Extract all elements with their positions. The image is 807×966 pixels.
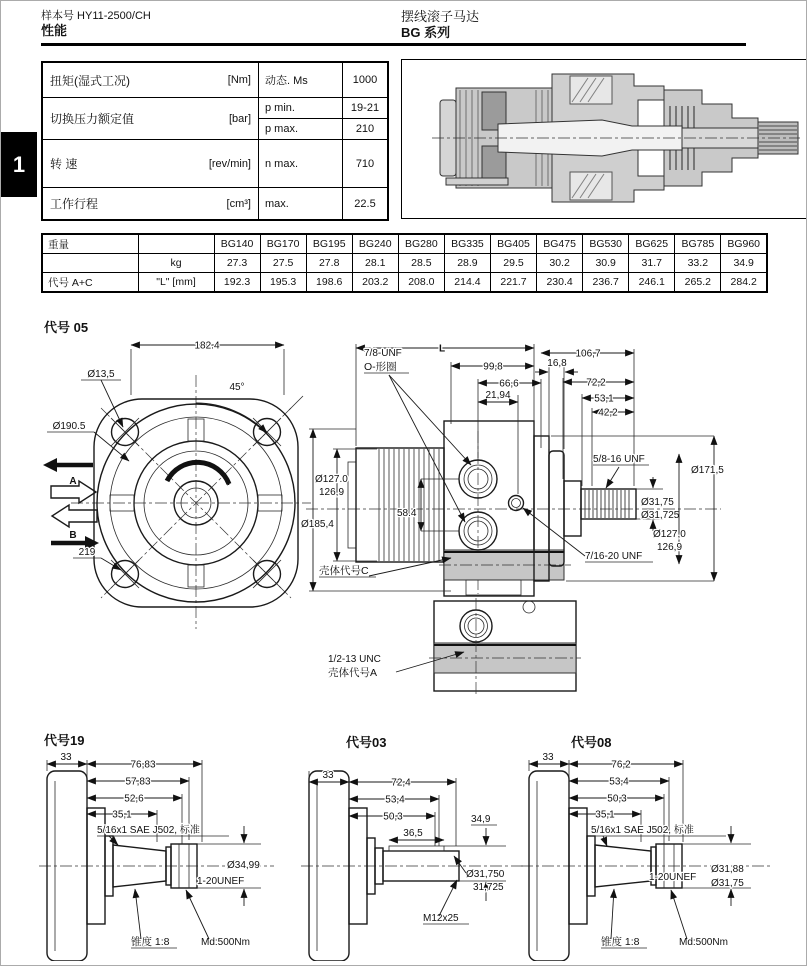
model-header: BG625 [629,234,675,254]
spec-sublabel: p min. [259,98,343,118]
l-value: 265.2 [675,273,721,293]
table-row [42,234,767,254]
thread-716-label: 7/16-20 UNF [585,551,643,562]
kg-value: 28.9 [444,254,490,273]
section-title-code08: 代号08 [571,735,612,750]
dim-53-1: 53,1 [594,393,614,405]
dim-35-1: 35,1 [595,809,615,821]
code-ac-label: 代号 A+C [42,273,138,293]
page-subtitle: 性能 [41,23,68,38]
model-header: BG475 [537,234,583,254]
dim-31-725: Ø31,725 [641,510,680,521]
kg-value: 29.5 [490,254,536,273]
dim-99-8: 99,8 [483,361,503,373]
kg-value: 28.1 [352,254,398,273]
table-row [43,187,387,219]
dim-35-1: 35,1 [112,809,132,821]
thread-12-label: 1/2-13 UNC [328,654,381,665]
motor-cross-section-drawing [402,60,804,216]
spec-unit: [Nm] [227,74,251,86]
section-title-code19: 代号19 [44,733,85,748]
dim-L: L [438,343,446,355]
model-header: BG335 [444,234,490,254]
dim-21-94: 21,94 [485,390,511,401]
dim-127-right: Ø127,0 [653,529,686,540]
dim-31-75: Ø31,75 [641,497,674,508]
header-rule [41,43,746,46]
dia-31-725: 31,725 [473,882,504,893]
spec-value: 19-21 [350,102,380,114]
dia-31-75: Ø31,75 [711,878,744,889]
dim-36-5: 36,5 [403,828,423,839]
spec-unit: [cm³] [226,197,251,210]
dim-16-8: 16,8 [547,358,567,369]
model-header: BG195 [306,234,352,254]
code05-side-view-drawing [301,336,807,701]
torque-label: Md:500Nm [201,937,250,948]
dim-72-4: 72,4 [391,777,411,789]
dim-50-3: 50,3 [607,793,627,805]
spec-value: 710 [355,157,375,170]
l-value: 208.0 [398,273,444,293]
weight-title: 重量 [42,234,138,254]
dim-127-left: Ø127.0 [315,474,348,485]
spec-unit: [bar] [228,112,251,125]
section-title-code03: 代号03 [346,735,387,750]
housing-a-label: 壳体代号A [328,667,378,679]
spec-sublabel: p max. [259,119,343,139]
dim-52-6: 52,6 [124,793,144,805]
dim-126-9-right: 126,9 [657,542,683,553]
kg-value: 27.3 [214,254,260,273]
l-value: 192.3 [214,273,260,293]
kg-value: 28.5 [398,254,444,273]
motor-cross-section-box [401,59,807,219]
l-value: 284.2 [721,273,767,293]
spec-value: 22.5 [354,197,376,210]
spec-sublabel: n max. [259,140,343,187]
dim-66-6: 66,6 [499,378,519,390]
model-header: BG530 [583,234,629,254]
dia-label: Ø34,99 [227,860,260,871]
spec-value: 210 [355,123,375,135]
code19-shaft-drawing [39,746,301,961]
kg-value: 33.2 [675,254,721,273]
kg-value: 30.2 [537,254,583,273]
product-title: 摆线滚子马达 [401,9,480,24]
l-value: 198.6 [306,273,352,293]
taper-label: 锥度 1:8 [131,936,170,948]
sae-fitting-label: 5/16x1 SAE J502, 标准 [591,825,694,836]
aux-bottom-view [429,598,581,694]
dim-126-9-left: 126,9 [319,487,345,498]
dim-171-5: Ø171,5 [691,465,724,476]
thread-58-label: 5/8-16 UNF [593,454,645,465]
spec-param: 切换压力额定值 [50,112,135,126]
kg-value: 27.5 [260,254,306,273]
l-value: 195.3 [260,273,306,293]
dim-106-7: 106,7 [575,348,601,360]
spec-param: 扭矩(湿式工况) [50,73,130,88]
model-header: BG405 [490,234,536,254]
model-header: BG170 [260,234,306,254]
dim-34-9: 34,9 [471,814,491,825]
l-value: 203.2 [352,273,398,293]
model-header: BG240 [352,234,398,254]
dim-angle: 45° [229,382,245,393]
dim-76-2: 76,2 [611,759,631,771]
code08-shaft-drawing [521,746,807,961]
series-title: BG 系列 [401,25,451,40]
table-row [43,97,387,139]
kg-value: 30.9 [583,254,629,273]
sae-fitting-label: 5/16x1 SAE J502, 标准 [97,825,200,836]
taper-label: 锥度 1:8 [601,936,640,948]
model-header: BG785 [675,234,721,254]
dim-width: 182.4 [194,340,220,352]
dim-72-2: 72,2 [586,377,606,389]
dim-outer-dia: Ø190.5 [52,421,86,432]
spec-sublabel: 动态. Ms [259,63,343,97]
port-a-label: A [69,476,77,487]
port-b-label: B [69,530,77,541]
flow-arrows [43,458,99,550]
torque-label: Md:500Nm [679,937,728,948]
l-value: 230.4 [537,273,583,293]
dim-185-4: Ø185,4 [301,519,334,530]
section-title-code05: 代号 05 [44,320,89,335]
dim-57-83: 57,83 [125,776,151,788]
code03-shaft-drawing [301,746,546,961]
table-row [43,63,387,97]
dim-33: 33 [542,752,554,763]
spec-value: 1000 [352,74,378,86]
thread-78-label: 7/8-UNF [364,348,402,359]
model-header: BG280 [398,234,444,254]
table-row [42,273,767,293]
dim-76-83: 76,83 [130,759,156,771]
kg-value: 31.7 [629,254,675,273]
l-value: 214.4 [444,273,490,293]
spec-param: 工作行程 [50,197,99,211]
weight-table [41,233,768,293]
dim-42-2: 42,2 [598,407,618,419]
chapter-tab: 1 [1,132,37,197]
kg-label: kg [138,254,214,273]
dim-bolt-dia: Ø13,5 [87,369,115,380]
spec-param: 转 速 [50,157,78,171]
kg-value: 34.9 [721,254,767,273]
l-value: 236.7 [583,273,629,293]
l-value: 246.1 [629,273,675,293]
kg-value: 27.8 [306,254,352,273]
housing-c-label: 壳体代号C [319,565,369,577]
dia-31-88: Ø31,88 [711,864,744,875]
thread-label: 1-20UNEF [197,876,245,887]
table-row [43,139,387,187]
model-header: BG140 [214,234,260,254]
code05-front-view-drawing [39,331,311,631]
spec-sublabel: max. [259,188,343,219]
dim-50-3: 50,3 [383,811,403,823]
model-header: BG960 [721,234,767,254]
l-value: 221.7 [490,273,536,293]
thread-label: M12x25 [423,913,459,924]
performance-table [41,61,389,221]
l-unit-label: "L" [mm] [138,273,214,293]
dim-53-4: 53,4 [609,776,629,788]
dim-58-4: 58.4 [397,508,417,519]
table-row [42,254,767,273]
dim-33: 33 [322,770,334,781]
dim-33: 33 [60,752,72,763]
dim-53-4: 53,4 [385,794,405,806]
oring-label: O-形圈 [364,361,397,373]
thread-label: 1-20UNEF [649,872,697,883]
spec-unit: [rev/min] [208,157,251,170]
dim-height: 219 [78,547,96,558]
dia-31-750: Ø31,750 [466,869,505,880]
sample-number: 样本号 HY11-2500/CH [41,10,151,22]
